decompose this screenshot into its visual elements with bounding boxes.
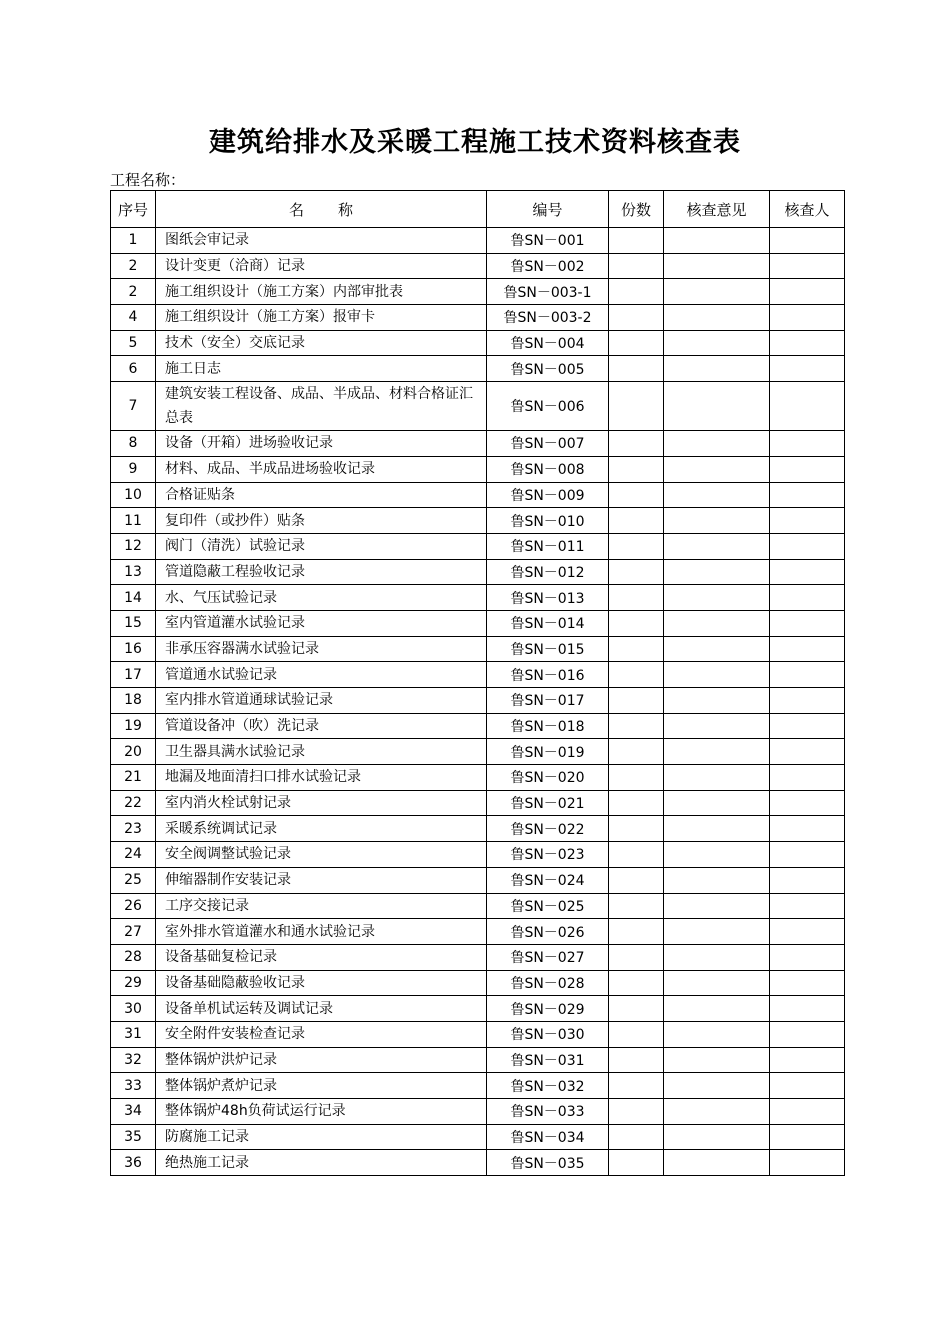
row-code: 鲁SN－011 (487, 533, 609, 559)
row-checker-cell[interactable] (770, 867, 845, 893)
row-code: 鲁SN－022 (487, 816, 609, 842)
row-name: 工序交接记录 (156, 893, 487, 919)
row-opinion-cell[interactable] (664, 662, 770, 688)
table-row (111, 919, 845, 945)
table-row (111, 382, 845, 431)
table-row (111, 330, 845, 356)
row-checker-cell[interactable] (770, 970, 845, 996)
row-code: 鲁SN－013 (487, 585, 609, 611)
row-opinion-cell[interactable] (664, 713, 770, 739)
row-name: 管道设备冲（吹）洗记录 (156, 713, 487, 739)
row-name: 卫生器具满水试验记录 (156, 739, 487, 765)
row-number: 22 (111, 790, 156, 816)
header-seq: 序号 (111, 191, 156, 228)
row-number: 29 (111, 970, 156, 996)
row-opinion-cell[interactable] (664, 944, 770, 970)
row-number: 31 (111, 1021, 156, 1047)
row-name: 水、气压试验记录 (156, 585, 487, 611)
row-name: 复印件（或抄件）贴条 (156, 508, 487, 534)
page-title: 建筑给排水及采暖工程施工技术资料核查表 (209, 127, 741, 158)
row-code: 鲁SN－003-2 (487, 305, 609, 331)
table-row (111, 305, 845, 331)
row-copies-cell[interactable] (609, 893, 664, 919)
table-row (111, 1099, 845, 1125)
row-name: 施工组织设计（施工方案）报审卡 (156, 305, 487, 331)
row-code: 鲁SN－006 (487, 382, 609, 431)
row-name: 设备单机试运转及调试记录 (156, 996, 487, 1022)
table-row (111, 1047, 845, 1073)
row-number: 25 (111, 867, 156, 893)
row-copies-cell[interactable] (609, 636, 664, 662)
row-opinion-cell[interactable] (664, 970, 770, 996)
row-name: 设备（开箱）进场验收记录 (156, 431, 487, 457)
row-name: 设备基础隐蔽验收记录 (156, 970, 487, 996)
row-number: 9 (111, 456, 156, 482)
row-code: 鲁SN－008 (487, 456, 609, 482)
row-name: 非承压容器满水试验记录 (156, 636, 487, 662)
row-number: 13 (111, 559, 156, 585)
row-copies-cell[interactable] (609, 279, 664, 305)
table-row (111, 688, 845, 714)
row-name: 安全阀调整试验记录 (156, 842, 487, 868)
row-name: 管道通水试验记录 (156, 662, 487, 688)
row-code: 鲁SN－009 (487, 482, 609, 508)
row-code: 鲁SN－007 (487, 431, 609, 457)
row-name: 安全附件安装检查记录 (156, 1021, 487, 1047)
row-code: 鲁SN－012 (487, 559, 609, 585)
row-checker-cell[interactable] (770, 816, 845, 842)
row-code: 鲁SN－004 (487, 330, 609, 356)
row-opinion-cell[interactable] (664, 739, 770, 765)
row-number: 23 (111, 816, 156, 842)
row-checker-cell[interactable] (770, 279, 845, 305)
row-opinion-cell[interactable] (664, 253, 770, 279)
table-row (111, 765, 845, 791)
row-opinion-cell[interactable] (664, 1073, 770, 1099)
row-checker-cell[interactable] (770, 228, 845, 254)
row-code: 鲁SN－024 (487, 867, 609, 893)
row-opinion-cell[interactable] (664, 279, 770, 305)
row-checker-cell[interactable] (770, 893, 845, 919)
table-row (111, 996, 845, 1022)
row-number: 30 (111, 996, 156, 1022)
row-copies-cell[interactable] (609, 456, 664, 482)
row-code: 鲁SN－005 (487, 356, 609, 382)
row-opinion-cell[interactable] (664, 816, 770, 842)
row-number: 24 (111, 842, 156, 868)
row-code: 鲁SN－025 (487, 893, 609, 919)
row-copies-cell[interactable] (609, 508, 664, 534)
row-code: 鲁SN－031 (487, 1047, 609, 1073)
row-copies-cell[interactable] (609, 585, 664, 611)
row-number: 2 (111, 279, 156, 305)
row-number: 2 (111, 253, 156, 279)
row-name: 图纸会审记录 (156, 228, 487, 254)
row-code: 鲁SN－034 (487, 1124, 609, 1150)
row-number: 7 (111, 382, 156, 431)
row-number: 14 (111, 585, 156, 611)
row-checker-cell[interactable] (770, 842, 845, 868)
row-copies-cell[interactable] (609, 482, 664, 508)
row-code: 鲁SN－021 (487, 790, 609, 816)
row-checker-cell[interactable] (770, 790, 845, 816)
table-row (111, 279, 845, 305)
row-copies-cell[interactable] (609, 1047, 664, 1073)
row-opinion-cell[interactable] (664, 867, 770, 893)
row-number: 33 (111, 1073, 156, 1099)
row-copies-cell[interactable] (609, 356, 664, 382)
row-number: 1 (111, 228, 156, 254)
row-name: 材料、成品、半成品进场验收记录 (156, 456, 487, 482)
row-opinion-cell[interactable] (664, 431, 770, 457)
row-copies-cell[interactable] (609, 842, 664, 868)
table-row (111, 1124, 845, 1150)
row-opinion-cell[interactable] (664, 456, 770, 482)
row-checker-cell[interactable] (770, 533, 845, 559)
row-opinion-cell[interactable] (664, 559, 770, 585)
row-checker-cell[interactable] (770, 253, 845, 279)
row-copies-cell[interactable] (609, 228, 664, 254)
table-row (111, 1150, 845, 1176)
row-checker-cell[interactable] (770, 1021, 845, 1047)
row-checker-cell[interactable] (770, 456, 845, 482)
row-copies-cell[interactable] (609, 970, 664, 996)
row-opinion-cell[interactable] (664, 228, 770, 254)
row-code: 鲁SN－029 (487, 996, 609, 1022)
row-number: 12 (111, 533, 156, 559)
row-name: 设计变更（洽商）记录 (156, 253, 487, 279)
row-checker-cell[interactable] (770, 713, 845, 739)
row-code: 鲁SN－016 (487, 662, 609, 688)
row-number: 6 (111, 356, 156, 382)
row-name: 技术（安全）交底记录 (156, 330, 487, 356)
row-number: 11 (111, 508, 156, 534)
row-opinion-cell[interactable] (664, 1021, 770, 1047)
row-number: 15 (111, 610, 156, 636)
header-code: 编号 (487, 191, 609, 228)
row-number: 34 (111, 1099, 156, 1125)
table-row (111, 482, 845, 508)
row-copies-cell[interactable] (609, 1099, 664, 1125)
row-opinion-cell[interactable] (664, 636, 770, 662)
row-name: 合格证贴条 (156, 482, 487, 508)
row-code: 鲁SN－023 (487, 842, 609, 868)
row-opinion-cell[interactable] (664, 305, 770, 331)
row-checker-cell[interactable] (770, 944, 845, 970)
row-code: 鲁SN－018 (487, 713, 609, 739)
row-name: 整体锅炉煮炉记录 (156, 1073, 487, 1099)
row-name: 室内排水管道通球试验记录 (156, 688, 487, 714)
row-checker-cell[interactable] (770, 739, 845, 765)
row-name: 施工组织设计（施工方案）内部审批表 (156, 279, 487, 305)
table-row (111, 508, 845, 534)
row-copies-cell[interactable] (609, 765, 664, 791)
row-number: 20 (111, 739, 156, 765)
row-copies-cell[interactable] (609, 919, 664, 945)
row-checker-cell[interactable] (770, 1124, 845, 1150)
row-opinion-cell[interactable] (664, 919, 770, 945)
table-row (111, 713, 845, 739)
row-copies-cell[interactable] (609, 996, 664, 1022)
row-copies-cell[interactable] (609, 382, 664, 431)
row-number: 8 (111, 431, 156, 457)
row-name: 室内消火栓试射记录 (156, 790, 487, 816)
row-checker-cell[interactable] (770, 1073, 845, 1099)
table-row (111, 636, 845, 662)
row-opinion-cell[interactable] (664, 1150, 770, 1176)
row-opinion-cell[interactable] (664, 1124, 770, 1150)
row-checker-cell[interactable] (770, 508, 845, 534)
row-copies-cell[interactable] (609, 867, 664, 893)
row-opinion-cell[interactable] (664, 842, 770, 868)
header-name-a: 名 (288, 200, 304, 219)
row-code: 鲁SN－020 (487, 765, 609, 791)
row-code: 鲁SN－010 (487, 508, 609, 534)
row-copies-cell[interactable] (609, 662, 664, 688)
row-copies-cell[interactable] (609, 790, 664, 816)
row-code: 鲁SN－003-1 (487, 279, 609, 305)
row-opinion-cell[interactable] (664, 765, 770, 791)
row-checker-cell[interactable] (770, 382, 845, 431)
row-code: 鲁SN－019 (487, 739, 609, 765)
row-opinion-cell[interactable] (664, 382, 770, 431)
check-table (110, 190, 845, 1176)
row-code: 鲁SN－028 (487, 970, 609, 996)
row-number: 10 (111, 482, 156, 508)
row-copies-cell[interactable] (609, 431, 664, 457)
table-body (111, 228, 845, 1176)
table-row (111, 662, 845, 688)
row-code: 鲁SN－015 (487, 636, 609, 662)
header-name-b: 称 (338, 200, 354, 219)
row-checker-cell[interactable] (770, 765, 845, 791)
row-number: 32 (111, 1047, 156, 1073)
row-copies-cell[interactable] (609, 1150, 664, 1176)
row-code: 鲁SN－014 (487, 610, 609, 636)
row-name: 绝热施工记录 (156, 1150, 487, 1176)
row-number: 27 (111, 919, 156, 945)
row-opinion-cell[interactable] (664, 1047, 770, 1073)
row-code: 鲁SN－033 (487, 1099, 609, 1125)
row-copies-cell[interactable] (609, 739, 664, 765)
row-checker-cell[interactable] (770, 1150, 845, 1176)
row-copies-cell[interactable] (609, 610, 664, 636)
row-copies-cell[interactable] (609, 305, 664, 331)
row-code: 鲁SN－017 (487, 688, 609, 714)
table-row (111, 610, 845, 636)
row-opinion-cell[interactable] (664, 585, 770, 611)
row-checker-cell[interactable] (770, 559, 845, 585)
row-code: 鲁SN－002 (487, 253, 609, 279)
row-checker-cell[interactable] (770, 356, 845, 382)
row-checker-cell[interactable] (770, 431, 845, 457)
row-name: 设备基础复检记录 (156, 944, 487, 970)
table-row (111, 1021, 845, 1047)
row-name: 室内管道灌水试验记录 (156, 610, 487, 636)
row-name: 管道隐蔽工程验收记录 (156, 559, 487, 585)
row-number: 17 (111, 662, 156, 688)
table-row (111, 585, 845, 611)
table-row (111, 1073, 845, 1099)
row-copies-cell[interactable] (609, 688, 664, 714)
row-copies-cell[interactable] (609, 253, 664, 279)
row-number: 19 (111, 713, 156, 739)
row-copies-cell[interactable] (609, 330, 664, 356)
row-checker-cell[interactable] (770, 1047, 845, 1073)
row-copies-cell[interactable] (609, 816, 664, 842)
header-checker: 核查人 (770, 191, 845, 228)
row-number: 21 (111, 765, 156, 791)
table-row (111, 944, 845, 970)
table-row (111, 356, 845, 382)
row-number: 5 (111, 330, 156, 356)
table-row (111, 739, 845, 765)
row-name: 地漏及地面清扫口排水试验记录 (156, 765, 487, 791)
row-checker-cell[interactable] (770, 482, 845, 508)
row-number: 16 (111, 636, 156, 662)
row-opinion-cell[interactable] (664, 533, 770, 559)
table-row (111, 893, 845, 919)
row-opinion-cell[interactable] (664, 688, 770, 714)
table-row (111, 431, 845, 457)
header-name (156, 191, 487, 228)
table-row (111, 790, 845, 816)
row-number: 28 (111, 944, 156, 970)
table-row (111, 533, 845, 559)
row-code: 鲁SN－030 (487, 1021, 609, 1047)
row-copies-cell[interactable] (609, 944, 664, 970)
row-name: 采暖系统调试记录 (156, 816, 487, 842)
table-header-row (111, 191, 845, 228)
row-code: 鲁SN－001 (487, 228, 609, 254)
row-opinion-cell[interactable] (664, 508, 770, 534)
row-checker-cell[interactable] (770, 305, 845, 331)
row-checker-cell[interactable] (770, 996, 845, 1022)
row-name: 伸缩器制作安装记录 (156, 867, 487, 893)
table-row (111, 842, 845, 868)
header-copies: 份数 (609, 191, 664, 228)
row-code: 鲁SN－026 (487, 919, 609, 945)
table-row (111, 456, 845, 482)
row-name: 整体锅炉48h负荷试运行记录 (156, 1099, 487, 1125)
row-opinion-cell[interactable] (664, 1099, 770, 1125)
row-checker-cell[interactable] (770, 919, 845, 945)
row-checker-cell[interactable] (770, 330, 845, 356)
row-name: 建筑安装工程设备、成品、半成品、材料合格证汇总表 (156, 382, 487, 431)
row-copies-cell[interactable] (609, 713, 664, 739)
row-checker-cell[interactable] (770, 688, 845, 714)
table-row (111, 970, 845, 996)
row-number: 35 (111, 1124, 156, 1150)
row-copies-cell[interactable] (609, 1021, 664, 1047)
row-opinion-cell[interactable] (664, 893, 770, 919)
row-copies-cell[interactable] (609, 1073, 664, 1099)
row-checker-cell[interactable] (770, 662, 845, 688)
table-row (111, 253, 845, 279)
row-code: 鲁SN－027 (487, 944, 609, 970)
row-opinion-cell[interactable] (664, 610, 770, 636)
row-opinion-cell[interactable] (664, 996, 770, 1022)
row-opinion-cell[interactable] (664, 330, 770, 356)
row-opinion-cell[interactable] (664, 790, 770, 816)
row-number: 4 (111, 305, 156, 331)
row-code: 鲁SN－032 (487, 1073, 609, 1099)
row-name: 防腐施工记录 (156, 1124, 487, 1150)
row-code: 鲁SN－035 (487, 1150, 609, 1176)
row-checker-cell[interactable] (770, 585, 845, 611)
row-number: 36 (111, 1150, 156, 1176)
row-checker-cell[interactable] (770, 636, 845, 662)
row-copies-cell[interactable] (609, 533, 664, 559)
row-name: 施工日志 (156, 356, 487, 382)
row-name: 室外排水管道灌水和通水试验记录 (156, 919, 487, 945)
row-number: 18 (111, 688, 156, 714)
row-opinion-cell[interactable] (664, 482, 770, 508)
row-checker-cell[interactable] (770, 610, 845, 636)
header-opinion: 核查意见 (664, 191, 770, 228)
table-row (111, 228, 845, 254)
project-name-label: 工程名称： (110, 171, 186, 189)
row-number: 26 (111, 893, 156, 919)
row-opinion-cell[interactable] (664, 356, 770, 382)
row-copies-cell[interactable] (609, 1124, 664, 1150)
table-row (111, 816, 845, 842)
row-name: 阀门（清洗）试验记录 (156, 533, 487, 559)
table-row (111, 867, 845, 893)
row-name: 整体锅炉洪炉记录 (156, 1047, 487, 1073)
row-checker-cell[interactable] (770, 1099, 845, 1125)
row-copies-cell[interactable] (609, 559, 664, 585)
table-row (111, 559, 845, 585)
